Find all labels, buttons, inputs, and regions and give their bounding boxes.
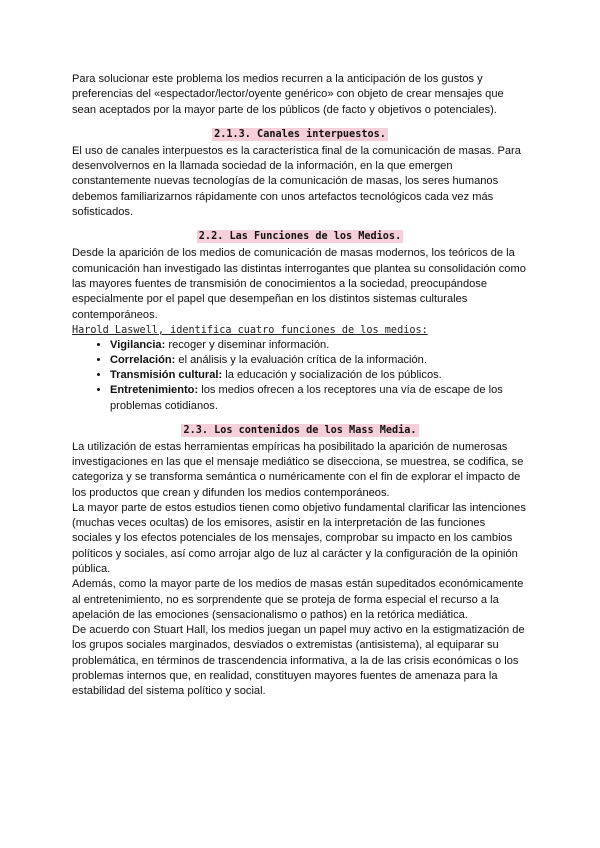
function-term: Transmisión cultural: xyxy=(110,369,223,382)
heading-text: 2.3. Los contenidos de los Mass Media. xyxy=(183,424,417,436)
section-2-1-3-paragraph: El uso de canales interpuestos es la característica final de la comunicación de masas. Para desenvolvernos en la llamada sociedad de la información, en la que emergen constantemente nuevas tecnologías de la comunicación de masas, los seres humanos debemos familiarizarnos rápidamente con unos artefactos tecnológicos cada vez más sofisticados. xyxy=(72,144,521,219)
section-2-3-paragraph: De acuerdo con Stuart Hall, los medios juegan un papel muy activo en la estigmatización de los grupos sociales marginados, desviados o extremistas (antisistema), al equiparar su problemática, en términos de trascendencia informativa, a la de las crisis económicas o los problemas internos que, en realidad, constituyen mayores fuentes de amenaza para la estabilidad del sistema político y social. xyxy=(72,624,525,698)
section-heading-2-3 xyxy=(72,423,528,438)
section-2-3-paragraph: La utilización de estas herramientas empíricas ha posibilitado la aparición de numerosas investigaciones en las que el mensaje mediático se disecciona, se muestrea, se codifica, se categoriza y se transforma semántica o numéricamente con el fin de explorar el impacto de los productos que crean y difunden los medios contemporáneos. xyxy=(72,440,524,499)
list-item xyxy=(110,368,528,383)
list-item xyxy=(110,353,528,368)
list-item xyxy=(110,383,528,413)
function-text: el análisis y la evaluación crítica de la información. xyxy=(175,354,427,367)
section-2-3-paragraph: Además, como la mayor parte de los medios de masas están supeditados económicamente al entretenimiento, no es sorprendente que se proteja de forma especial el recurso a la apelación de las emociones (sensacionalismo o pathos) en la retórica mediática. xyxy=(72,578,524,621)
function-term: Entretenimiento: xyxy=(110,384,199,397)
section-heading-2-1-3 xyxy=(72,127,528,142)
function-text: recoger y diseminar información. xyxy=(165,339,330,352)
section-2-3-paragraph: La mayor parte de estos estudios tienen como objetivo fundamental clarificar las intenciones (muchas veces ocultas) de los emisores, asistir en la interpretación de las funciones sociales y los efectos potenciales de los mensajes, comprobar su impacto en los cambios políticos y sociales, así como arrojar algo de luz al carácter y la configuración de la opinión pública. xyxy=(72,501,526,575)
heading-text: 2.1.3. Canales interpuestos. xyxy=(214,128,386,140)
functions-list xyxy=(72,338,528,413)
function-term: Vigilancia: xyxy=(110,339,166,352)
function-text: los medios ofrecen a los receptores una vía de escape de los problemas cotidianos. xyxy=(110,384,503,412)
function-text: la educación y socialización de los públicos. xyxy=(222,369,442,382)
section-2-2-paragraph: Desde la aparición de los medios de comunicación de masas modernos, los teóricos de la comunicación han investigado las distintas interrogantes que plantea su consolidación como las mayores fuentes de transmisión de conocimientos a la sociedad, preocupándose especialmente por el papel que desempeñan en los distintos sistemas culturales contemporáneos. xyxy=(72,247,526,321)
function-term: Correlación: xyxy=(110,354,176,367)
heading-text: 2.2. Las Funciones de los Medios. xyxy=(198,231,402,243)
lasswell-line: Harold Laswell, identifica cuatro funciones de los medios: xyxy=(72,324,428,336)
intro-paragraph: Para solucionar este problema los medios recurren a la anticipación de los gustos y preferencias del «espectador/lector/oyente genérico» con objeto de crear mensajes que sean aceptados por la mayor parte de los públicos (de facto y objetivos o potenciales). xyxy=(72,73,504,116)
section-heading-2-2 xyxy=(72,229,528,244)
list-item xyxy=(110,338,528,353)
